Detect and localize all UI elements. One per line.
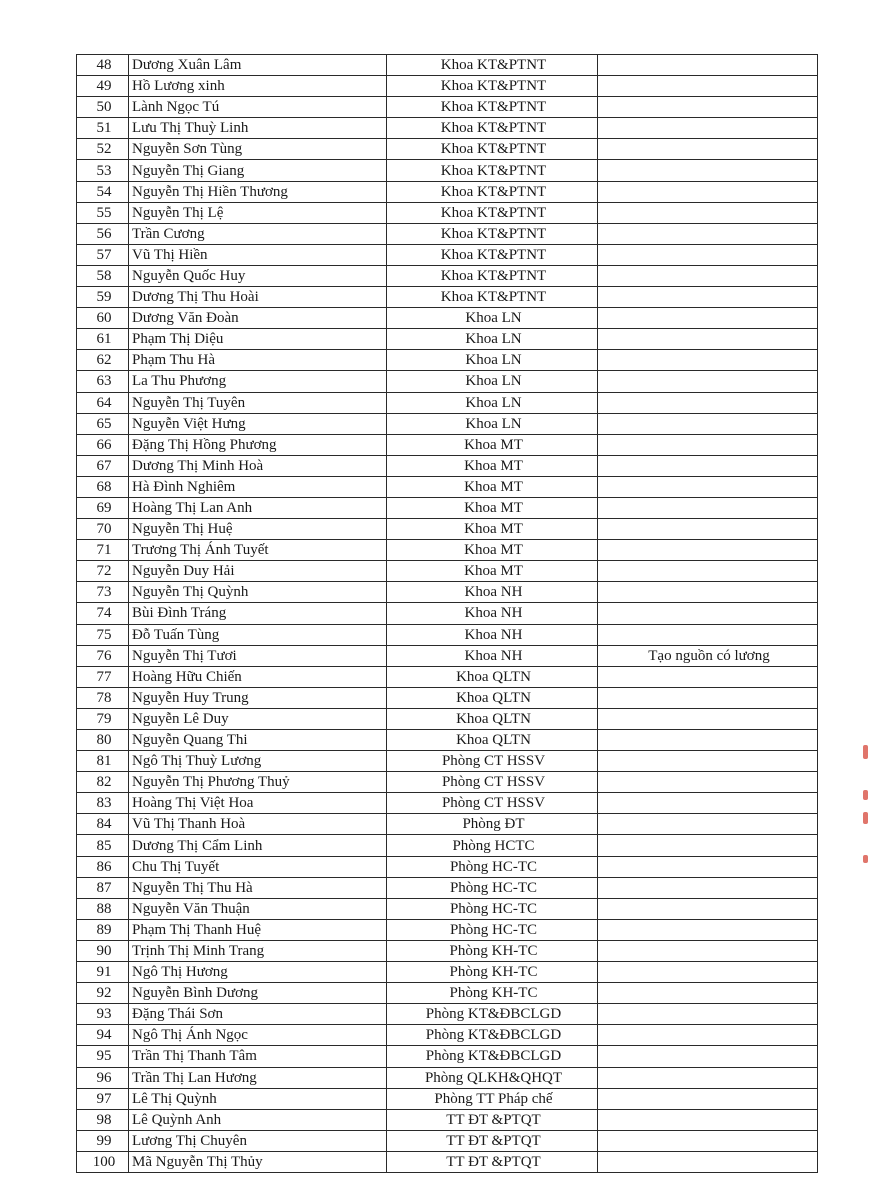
note-cell: [598, 202, 818, 223]
note-cell: [598, 1151, 818, 1172]
row-number-cell: 92: [77, 983, 129, 1004]
note-cell: [598, 223, 818, 244]
table-row: [77, 434, 818, 455]
note-cell: [598, 1130, 818, 1151]
department-cell: Khoa NH: [387, 603, 598, 624]
row-number-cell: 90: [77, 940, 129, 961]
full-name-cell: Đặng Thị Hồng Phương: [129, 434, 387, 455]
department-cell: Khoa NH: [387, 645, 598, 666]
department-cell: Khoa LN: [387, 413, 598, 434]
department-cell: Phòng HC-TC: [387, 898, 598, 919]
department-cell: Khoa LN: [387, 329, 598, 350]
table-row: [77, 708, 818, 729]
table-row: [77, 97, 818, 118]
note-cell: Tạo nguồn có lương: [598, 645, 818, 666]
department-cell: Phòng KH-TC: [387, 962, 598, 983]
department-cell: Khoa KT&PTNT: [387, 265, 598, 286]
department-cell: Phòng HCTC: [387, 835, 598, 856]
red-stamp-edge-mark: [863, 855, 868, 863]
row-number-cell: 51: [77, 118, 129, 139]
row-number-cell: 97: [77, 1088, 129, 1109]
department-cell: Khoa LN: [387, 350, 598, 371]
full-name-cell: Nguyễn Huy Trung: [129, 687, 387, 708]
note-cell: [598, 983, 818, 1004]
table-row: [77, 540, 818, 561]
table-row: [77, 350, 818, 371]
note-cell: [598, 603, 818, 624]
note-cell: [598, 814, 818, 835]
note-cell: [598, 835, 818, 856]
department-cell: Khoa MT: [387, 519, 598, 540]
full-name-cell: Ngô Thị Ánh Ngọc: [129, 1025, 387, 1046]
department-cell: Phòng TT Pháp chế: [387, 1088, 598, 1109]
full-name-cell: Hà Đình Nghiêm: [129, 476, 387, 497]
note-cell: [598, 561, 818, 582]
table-row: [77, 603, 818, 624]
note-cell: [598, 687, 818, 708]
row-number-cell: 61: [77, 329, 129, 350]
table-row: [77, 1109, 818, 1130]
table-row: [77, 76, 818, 97]
full-name-cell: Dương Thị Thu Hoài: [129, 287, 387, 308]
note-cell: [598, 1067, 818, 1088]
department-cell: Khoa LN: [387, 371, 598, 392]
full-name-cell: Nguyễn Thị Thu Hà: [129, 877, 387, 898]
full-name-cell: Lương Thị Chuyên: [129, 1130, 387, 1151]
row-number-cell: 73: [77, 582, 129, 603]
full-name-cell: Nguyễn Thị Quỳnh: [129, 582, 387, 603]
full-name-cell: Nguyễn Thị Tươi: [129, 645, 387, 666]
department-cell: Khoa NH: [387, 624, 598, 645]
staff-table-body: [77, 55, 818, 1173]
note-cell: [598, 624, 818, 645]
staff-table: [76, 54, 818, 1173]
full-name-cell: Trịnh Thị Minh Trang: [129, 940, 387, 961]
note-cell: [598, 708, 818, 729]
table-row: [77, 392, 818, 413]
department-cell: Phòng QLKH&QHQT: [387, 1067, 598, 1088]
full-name-cell: Trương Thị Ánh Tuyết: [129, 540, 387, 561]
department-cell: Khoa KT&PTNT: [387, 118, 598, 139]
full-name-cell: Ngô Thị Hương: [129, 962, 387, 983]
full-name-cell: Đặng Thái Sơn: [129, 1004, 387, 1025]
department-cell: Phòng KT&ĐBCLGD: [387, 1025, 598, 1046]
red-stamp-edge-mark: [863, 745, 868, 759]
note-cell: [598, 476, 818, 497]
note-cell: [598, 1046, 818, 1067]
full-name-cell: Nguyễn Văn Thuận: [129, 898, 387, 919]
table-row: [77, 1130, 818, 1151]
note-cell: [598, 751, 818, 772]
note-cell: [598, 371, 818, 392]
full-name-cell: Nguyễn Thị Huệ: [129, 519, 387, 540]
note-cell: [598, 1088, 818, 1109]
row-number-cell: 95: [77, 1046, 129, 1067]
department-cell: Khoa QLTN: [387, 687, 598, 708]
red-stamp-edge-mark: [863, 790, 868, 800]
full-name-cell: Phạm Thị Thanh Huệ: [129, 919, 387, 940]
note-cell: [598, 97, 818, 118]
note-cell: [598, 413, 818, 434]
full-name-cell: Trần Cương: [129, 223, 387, 244]
row-number-cell: 94: [77, 1025, 129, 1046]
full-name-cell: Nguyễn Thị Tuyên: [129, 392, 387, 413]
row-number-cell: 53: [77, 160, 129, 181]
row-number-cell: 58: [77, 265, 129, 286]
department-cell: Phòng HC-TC: [387, 877, 598, 898]
row-number-cell: 82: [77, 772, 129, 793]
department-cell: Phòng KH-TC: [387, 940, 598, 961]
row-number-cell: 81: [77, 751, 129, 772]
note-cell: [598, 55, 818, 76]
department-cell: Khoa MT: [387, 540, 598, 561]
note-cell: [598, 265, 818, 286]
row-number-cell: 78: [77, 687, 129, 708]
full-name-cell: Lê Thị Quỳnh: [129, 1088, 387, 1109]
row-number-cell: 48: [77, 55, 129, 76]
full-name-cell: Dương Thị Minh Hoà: [129, 455, 387, 476]
department-cell: Phòng CT HSSV: [387, 772, 598, 793]
full-name-cell: Vũ Thị Thanh Hoà: [129, 814, 387, 835]
note-cell: [598, 455, 818, 476]
table-row: [77, 287, 818, 308]
full-name-cell: Nguyễn Thị Lệ: [129, 202, 387, 223]
full-name-cell: Dương Văn Đoàn: [129, 308, 387, 329]
row-number-cell: 84: [77, 814, 129, 835]
department-cell: Khoa KT&PTNT: [387, 287, 598, 308]
row-number-cell: 98: [77, 1109, 129, 1130]
full-name-cell: Vũ Thị Hiền: [129, 244, 387, 265]
department-cell: Khoa KT&PTNT: [387, 55, 598, 76]
full-name-cell: Nguyễn Quốc Huy: [129, 265, 387, 286]
table-row: [77, 160, 818, 181]
table-row: [77, 1025, 818, 1046]
department-cell: Phòng KT&ĐBCLGD: [387, 1004, 598, 1025]
row-number-cell: 74: [77, 603, 129, 624]
full-name-cell: Lành Ngọc Tú: [129, 97, 387, 118]
table-row: [77, 1151, 818, 1172]
note-cell: [598, 772, 818, 793]
full-name-cell: Dương Thị Cẩm Linh: [129, 835, 387, 856]
row-number-cell: 49: [77, 76, 129, 97]
note-cell: [598, 392, 818, 413]
note-cell: [598, 666, 818, 687]
full-name-cell: Nguyễn Việt Hưng: [129, 413, 387, 434]
table-row: [77, 476, 818, 497]
note-cell: [598, 519, 818, 540]
row-number-cell: 88: [77, 898, 129, 919]
table-row: [77, 308, 818, 329]
table-row: [77, 940, 818, 961]
table-row: [77, 561, 818, 582]
full-name-cell: Lưu Thị Thuỳ Linh: [129, 118, 387, 139]
department-cell: Phòng KH-TC: [387, 983, 598, 1004]
table-row: [77, 687, 818, 708]
table-row: [77, 181, 818, 202]
department-cell: Khoa QLTN: [387, 730, 598, 751]
department-cell: TT ĐT &PTQT: [387, 1109, 598, 1130]
note-cell: [598, 940, 818, 961]
table-row: [77, 1004, 818, 1025]
table-row: [77, 202, 818, 223]
row-number-cell: 85: [77, 835, 129, 856]
department-cell: Khoa QLTN: [387, 666, 598, 687]
department-cell: Khoa MT: [387, 434, 598, 455]
full-name-cell: Nguyễn Thị Phương Thuỷ: [129, 772, 387, 793]
table-row: [77, 793, 818, 814]
department-cell: Khoa KT&PTNT: [387, 97, 598, 118]
table-row: [77, 962, 818, 983]
row-number-cell: 77: [77, 666, 129, 687]
table-row: [77, 519, 818, 540]
department-cell: Phòng CT HSSV: [387, 793, 598, 814]
row-number-cell: 60: [77, 308, 129, 329]
row-number-cell: 75: [77, 624, 129, 645]
row-number-cell: 54: [77, 181, 129, 202]
note-cell: [598, 181, 818, 202]
note-cell: [598, 308, 818, 329]
department-cell: Khoa KT&PTNT: [387, 244, 598, 265]
row-number-cell: 66: [77, 434, 129, 455]
department-cell: Khoa LN: [387, 308, 598, 329]
note-cell: [598, 244, 818, 265]
table-row: [77, 118, 818, 139]
department-cell: Khoa QLTN: [387, 708, 598, 729]
department-cell: TT ĐT &PTQT: [387, 1130, 598, 1151]
full-name-cell: Dương Xuân Lâm: [129, 55, 387, 76]
table-row: [77, 645, 818, 666]
row-number-cell: 55: [77, 202, 129, 223]
row-number-cell: 87: [77, 877, 129, 898]
table-row: [77, 371, 818, 392]
table-row: [77, 919, 818, 940]
department-cell: Khoa MT: [387, 561, 598, 582]
row-number-cell: 86: [77, 856, 129, 877]
department-cell: Khoa KT&PTNT: [387, 139, 598, 160]
table-row: [77, 772, 818, 793]
note-cell: [598, 1109, 818, 1130]
table-row: [77, 582, 818, 603]
row-number-cell: 69: [77, 497, 129, 518]
full-name-cell: Nguyễn Lê Duy: [129, 708, 387, 729]
department-cell: Khoa KT&PTNT: [387, 76, 598, 97]
row-number-cell: 50: [77, 97, 129, 118]
table-row: [77, 751, 818, 772]
department-cell: Khoa NH: [387, 582, 598, 603]
department-cell: Phòng ĐT: [387, 814, 598, 835]
row-number-cell: 62: [77, 350, 129, 371]
department-cell: Khoa KT&PTNT: [387, 202, 598, 223]
department-cell: TT ĐT &PTQT: [387, 1151, 598, 1172]
full-name-cell: Phạm Thu Hà: [129, 350, 387, 371]
full-name-cell: Hồ Lương xinh: [129, 76, 387, 97]
table-row: [77, 814, 818, 835]
full-name-cell: Hoàng Hữu Chiến: [129, 666, 387, 687]
table-row: [77, 55, 818, 76]
table-row: [77, 624, 818, 645]
table-row: [77, 1046, 818, 1067]
table-row: [77, 329, 818, 350]
row-number-cell: 91: [77, 962, 129, 983]
table-row: [77, 835, 818, 856]
note-cell: [598, 139, 818, 160]
full-name-cell: Trần Thị Lan Hương: [129, 1067, 387, 1088]
full-name-cell: Mã Nguyễn Thị Thủy: [129, 1151, 387, 1172]
row-number-cell: 72: [77, 561, 129, 582]
department-cell: Phòng HC-TC: [387, 919, 598, 940]
row-number-cell: 67: [77, 455, 129, 476]
row-number-cell: 89: [77, 919, 129, 940]
note-cell: [598, 1004, 818, 1025]
table-row: [77, 1067, 818, 1088]
full-name-cell: Nguyễn Thị Giang: [129, 160, 387, 181]
row-number-cell: 56: [77, 223, 129, 244]
table-row: [77, 265, 818, 286]
note-cell: [598, 856, 818, 877]
table-row: [77, 497, 818, 518]
row-number-cell: 70: [77, 519, 129, 540]
full-name-cell: Nguyễn Sơn Tùng: [129, 139, 387, 160]
full-name-cell: Bùi Đình Tráng: [129, 603, 387, 624]
table-row: [77, 1088, 818, 1109]
note-cell: [598, 118, 818, 139]
table-row: [77, 898, 818, 919]
table-row: [77, 244, 818, 265]
row-number-cell: 63: [77, 371, 129, 392]
full-name-cell: Đỗ Tuấn Tùng: [129, 624, 387, 645]
full-name-cell: Ngô Thị Thuỳ Lương: [129, 751, 387, 772]
full-name-cell: La Thu Phương: [129, 371, 387, 392]
table-row: [77, 413, 818, 434]
department-cell: Khoa KT&PTNT: [387, 223, 598, 244]
note-cell: [598, 76, 818, 97]
row-number-cell: 96: [77, 1067, 129, 1088]
row-number-cell: 99: [77, 1130, 129, 1151]
note-cell: [598, 434, 818, 455]
row-number-cell: 65: [77, 413, 129, 434]
department-cell: Phòng CT HSSV: [387, 751, 598, 772]
row-number-cell: 64: [77, 392, 129, 413]
table-row: [77, 877, 818, 898]
full-name-cell: Phạm Thị Diệu: [129, 329, 387, 350]
full-name-cell: Hoàng Thị Việt Hoa: [129, 793, 387, 814]
row-number-cell: 68: [77, 476, 129, 497]
row-number-cell: 57: [77, 244, 129, 265]
row-number-cell: 93: [77, 1004, 129, 1025]
full-name-cell: Nguyễn Quang Thi: [129, 730, 387, 751]
department-cell: Khoa MT: [387, 455, 598, 476]
note-cell: [598, 287, 818, 308]
table-row: [77, 983, 818, 1004]
row-number-cell: 76: [77, 645, 129, 666]
department-cell: Khoa MT: [387, 476, 598, 497]
department-cell: Phòng HC-TC: [387, 856, 598, 877]
table-row: [77, 666, 818, 687]
note-cell: [598, 962, 818, 983]
full-name-cell: Trần Thị Thanh Tâm: [129, 1046, 387, 1067]
table-row: [77, 730, 818, 751]
row-number-cell: 83: [77, 793, 129, 814]
department-cell: Khoa KT&PTNT: [387, 181, 598, 202]
full-name-cell: Hoàng Thị Lan Anh: [129, 497, 387, 518]
table-row: [77, 455, 818, 476]
full-name-cell: Nguyễn Bình Dương: [129, 983, 387, 1004]
row-number-cell: 59: [77, 287, 129, 308]
row-number-cell: 79: [77, 708, 129, 729]
full-name-cell: Lê Quỳnh Anh: [129, 1109, 387, 1130]
note-cell: [598, 919, 818, 940]
table-row: [77, 139, 818, 160]
department-cell: Khoa KT&PTNT: [387, 160, 598, 181]
department-cell: Phòng KT&ĐBCLGD: [387, 1046, 598, 1067]
note-cell: [598, 329, 818, 350]
note-cell: [598, 582, 818, 603]
note-cell: [598, 793, 818, 814]
note-cell: [598, 1025, 818, 1046]
department-cell: Khoa LN: [387, 392, 598, 413]
note-cell: [598, 877, 818, 898]
full-name-cell: Nguyễn Thị Hiền Thương: [129, 181, 387, 202]
note-cell: [598, 160, 818, 181]
note-cell: [598, 497, 818, 518]
row-number-cell: 52: [77, 139, 129, 160]
red-stamp-edge-mark: [863, 812, 868, 824]
note-cell: [598, 730, 818, 751]
table-row: [77, 856, 818, 877]
row-number-cell: 80: [77, 730, 129, 751]
note-cell: [598, 898, 818, 919]
full-name-cell: Chu Thị Tuyết: [129, 856, 387, 877]
row-number-cell: 100: [77, 1151, 129, 1172]
table-row: [77, 223, 818, 244]
row-number-cell: 71: [77, 540, 129, 561]
note-cell: [598, 350, 818, 371]
full-name-cell: Nguyễn Duy Hải: [129, 561, 387, 582]
department-cell: Khoa MT: [387, 497, 598, 518]
note-cell: [598, 540, 818, 561]
